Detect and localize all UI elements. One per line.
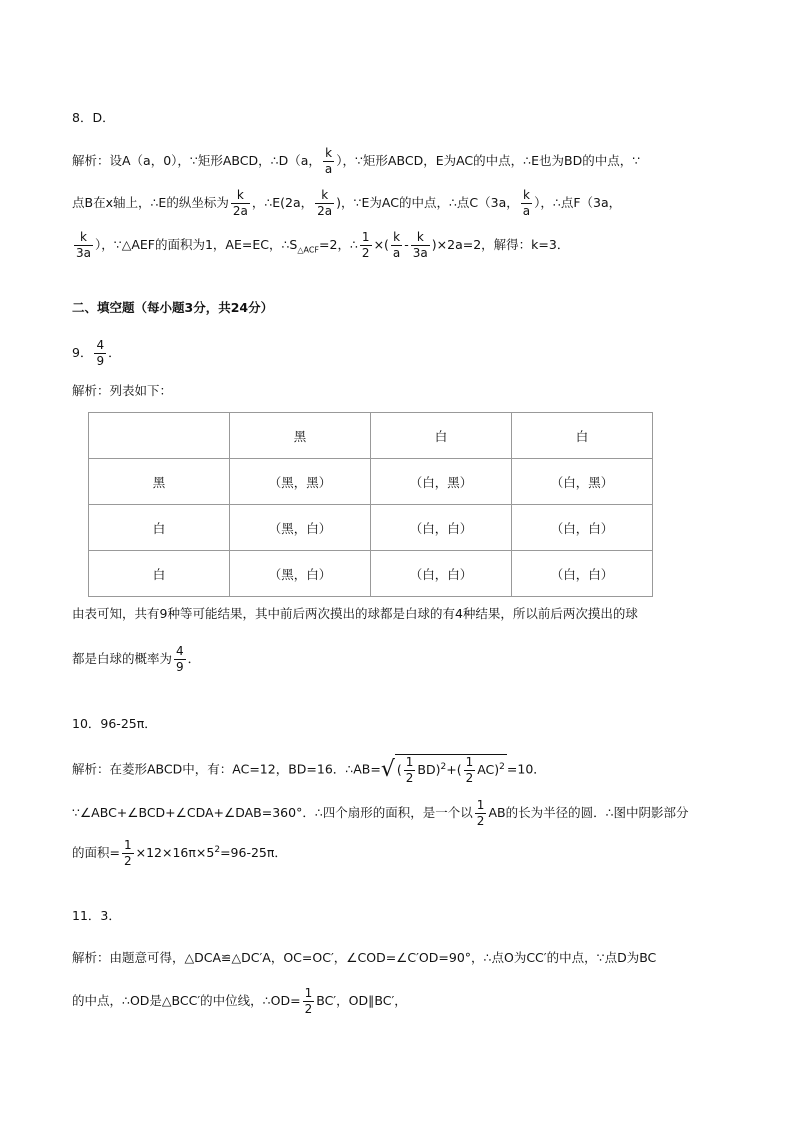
text: -: [404, 237, 409, 252]
table-cell: （白，白）: [371, 551, 512, 597]
text: ，∴E(2a，: [251, 195, 314, 210]
q8-solution-line-3: [72, 230, 734, 261]
radicand: ( $\frac{1}{2}$ BD)$^2$+( $\frac{1}{2}$ AC)$^2$: [396, 755, 505, 785]
table-cell: （白，白）: [512, 505, 653, 551]
table-cell: （白，白）: [371, 505, 512, 551]
table-cell: [89, 413, 230, 459]
q10-solution-line-3: [72, 838, 734, 869]
text: ．: [187, 651, 201, 666]
text: 解析：设A（a，0），∵矩形ABCD，∴D（a，: [72, 153, 321, 168]
outcome-table: [88, 412, 653, 597]
text: 都是白球的概率为: [72, 651, 173, 666]
table-cell: （白，黑）: [512, 459, 653, 505]
table-cell: 黑: [230, 413, 371, 459]
text: ×12×16π×5: [135, 845, 215, 860]
radical-sign: √: [380, 757, 395, 782]
table-cell: （黑，白）: [230, 551, 371, 597]
table-cell: （黑，白）: [230, 505, 371, 551]
table-cell: 白: [89, 505, 230, 551]
text: 点B在x轴上，∴E的纵坐标为: [72, 195, 229, 210]
text: 的中点，∴OD是△BCC′的中位线，∴OD=: [72, 993, 301, 1008]
text: =2，∴: [319, 237, 358, 252]
fraction: $\frac{k}{a}$: [522, 188, 531, 218]
fraction: $\frac{1}{2}$: [304, 986, 313, 1016]
table-cell: （黑，黑）: [230, 459, 371, 505]
table-row: [89, 551, 653, 597]
text: =96-25π．: [220, 845, 287, 860]
q8-solution-line-1: [72, 146, 734, 177]
fraction: $\frac{1}{2}$: [123, 838, 132, 868]
text: =10．: [506, 761, 546, 777]
table-cell: 白: [371, 413, 512, 459]
text: 解析：在菱形ABCD中，有：AC=12，BD=16．∴AB=: [72, 761, 381, 777]
table-row: [89, 459, 653, 505]
q9-conclusion-line-2: [72, 644, 734, 675]
text: ∵∠ABC+∠BCD+∠CDA+∠DAB=360°．∴四个扇形的面积，是一个以: [72, 805, 473, 820]
text: 的面积=: [72, 845, 120, 860]
section-title: 二、填空题（每小题3分，共24分）: [72, 300, 274, 315]
fraction: $\frac{1}{2}$: [361, 230, 370, 260]
fraction: $\frac{k}{2a}$: [317, 188, 333, 218]
superscript: 2: [214, 844, 221, 855]
q10-solution-line-2: [72, 798, 734, 829]
q9-answer: [72, 338, 734, 369]
table-header-row: [89, 413, 653, 459]
q10-answer: 10．96-25π．: [72, 716, 157, 731]
text: BC′，OD∥BC′，: [316, 993, 407, 1008]
q8-answer: 8．D．: [72, 110, 115, 125]
fraction: $\frac{k}{3a}$: [76, 230, 91, 260]
fraction: $\frac{k}{2a}$: [232, 188, 248, 218]
fraction: $\frac{4}{9}$: [176, 644, 184, 674]
q11-solution-line-1: 解析：由题意可得，△DCA≌△DC′A，OC=OC′，∠COD=∠C′OD=90°，∴点O为CC′的中点，∵点D为BC: [72, 950, 657, 965]
text: 9．: [72, 345, 93, 360]
text: )×2a=2，解得：k=3．: [431, 237, 570, 252]
table-row: [89, 505, 653, 551]
text: ．: [108, 345, 121, 360]
text: ），∴点F（3a，: [534, 195, 622, 210]
q9-intro: 解析：列表如下：: [72, 383, 173, 398]
subscript: △ACF: [297, 245, 320, 255]
fraction: $\frac{k}{3a}$: [412, 230, 428, 260]
q10-solution-line-1: [72, 754, 734, 786]
text: ），∵矩形ABCD，E为AC的中点，∴E也为BD的中点，∵: [336, 153, 641, 168]
text: ×(: [373, 237, 389, 252]
table-cell: （白，黑）: [371, 459, 512, 505]
fraction: $\frac{1}{2}$: [476, 798, 485, 828]
q11-solution-line-2: [72, 986, 734, 1017]
table-cell: 白: [512, 413, 653, 459]
table-cell: （白，白）: [512, 551, 653, 597]
fraction: $\frac{4}{9}$: [96, 338, 105, 368]
text: ），∵△AEF的面积为1，AE=EC，∴S: [95, 237, 298, 252]
text: )，∵E为AC的中点，∴点C（3a，: [336, 195, 519, 210]
q8-solution-line-2: [72, 188, 734, 219]
q11-answer: 11．3．: [72, 908, 121, 923]
q9-conclusion-line-1: 由表可知，共有9种等可能结果，其中前后两次摸出的球都是白球的有4种结果，所以前后两次摸出的球: [72, 606, 638, 621]
table-cell: 白: [89, 551, 230, 597]
table-cell: 黑: [89, 459, 230, 505]
fraction: $\frac{k}{a}$: [324, 146, 333, 176]
text: AB的长为半径的圆．∴图中阴影部分: [488, 805, 689, 820]
fraction: $\frac{k}{a}$: [392, 230, 401, 260]
